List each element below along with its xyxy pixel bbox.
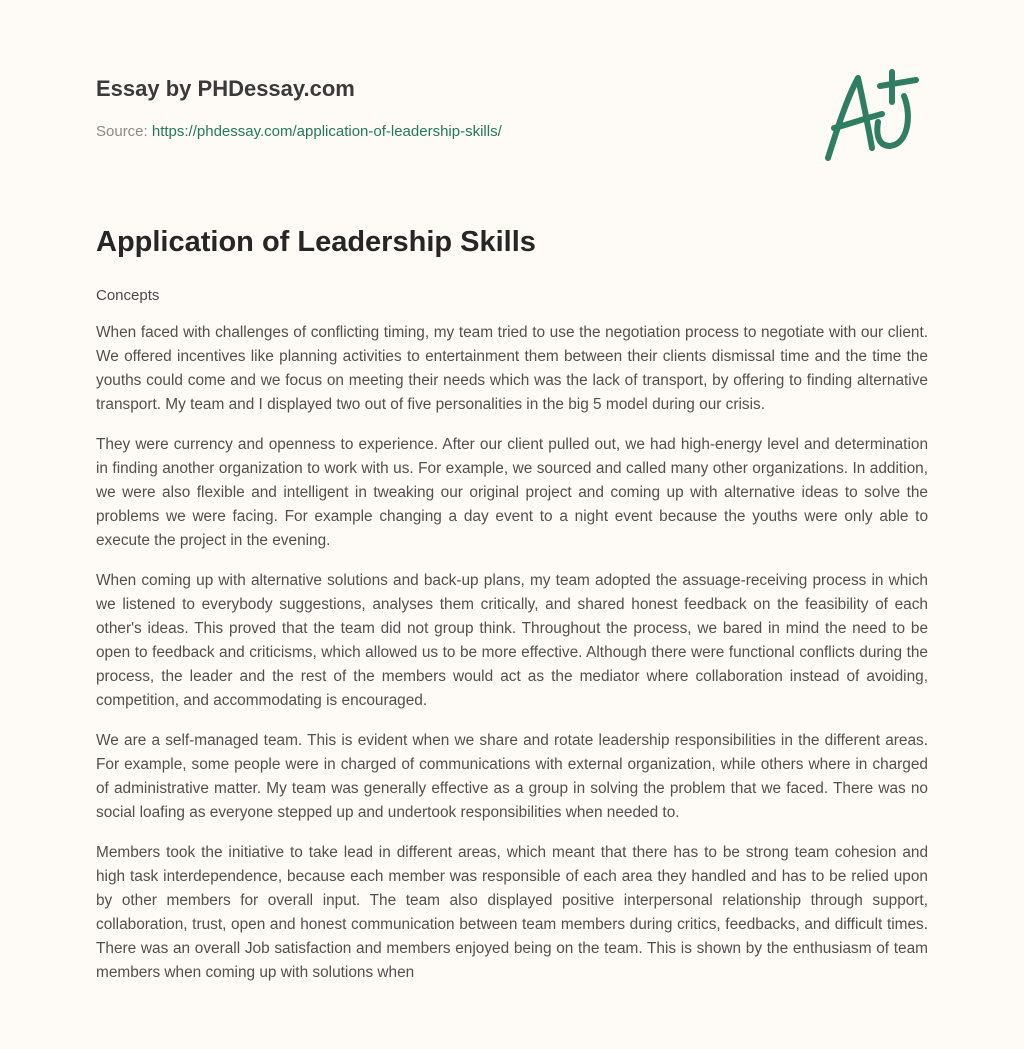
essay-body bbox=[96, 321, 928, 1001]
page-title: Application of Leadership Skills bbox=[96, 226, 536, 258]
paragraph: Members took the initiative to take lead in different areas, which meant that there has to be strong team cohesion and high task interdependence, because each member was responsible of each area they handled and has to be relied upon by other members for overall input. The team also displayed positive interpersonal relationship through support, collaboration, trust, open and honest communication between team members during critics, feedbacks, and difficult times. There was an overall Job satisfaction and members enjoyed being on the team. This is shown by the enthusiasm of team members when coming up with solutions when bbox=[96, 844, 928, 981]
source-line bbox=[96, 123, 502, 140]
paragraph: When coming up with alternative solutions and back-up plans, my team adopted the assuage-receiving process in which we listened to everybody suggestions, analyses them critically, and shared honest feedback on the feasibility of each other's ideas. This proved that the team did not group think. Throughout the process, we bared in mind the need to be open to feedback and criticisms, which allowed us to be more effective. Although there were functional conflicts during the process, the leader and the rest of the members would act as the mediator where collaboration instead of avoiding, competition, and accommodating is encouraged. bbox=[96, 572, 928, 709]
section-label: Concepts bbox=[96, 287, 160, 304]
brand-title: Essay by PHDessay.com bbox=[96, 76, 355, 101]
paragraph: They were currency and openness to experience. After our client pulled out, we had high-energy level and determination in finding another organization to work with us. For example, we sourced and called many other organizations. In addition, we were also flexible and intelligent in tweaking our original project and coming up with alternative ideas to solve the problems we were facing. For example changing a day event to a night event because the youths were only able to execute the project in the evening. bbox=[96, 436, 928, 549]
source-link[interactable]: https://phdessay.com/application-of-leadership-skills/ bbox=[151, 123, 502, 140]
paragraph: When faced with challenges of conflicting timing, my team tried to use the negotiation process to negotiate with our client. We offered incentives like planning activities to entertainment them between their clients dismissal time and the time the youths could come and we focus on meeting their needs which was the lack of transport, by offering to finding alternative transport. My team and I displayed two out of five personalities in the big 5 model during our crisis. bbox=[96, 324, 928, 413]
a-plus-logo-icon bbox=[820, 66, 930, 166]
source-label: Source: bbox=[96, 123, 148, 140]
paragraph: We are a self-managed team. This is evident when we share and rotate leadership responsibilities in the different areas. For example, some people were in charged of communications with external organization, while others where in charged of administrative matter. My team was generally effective as a group in solving the problem that we faced. There was no social loafing as everyone stepped up and undertook responsibilities when needed to. bbox=[96, 732, 928, 821]
